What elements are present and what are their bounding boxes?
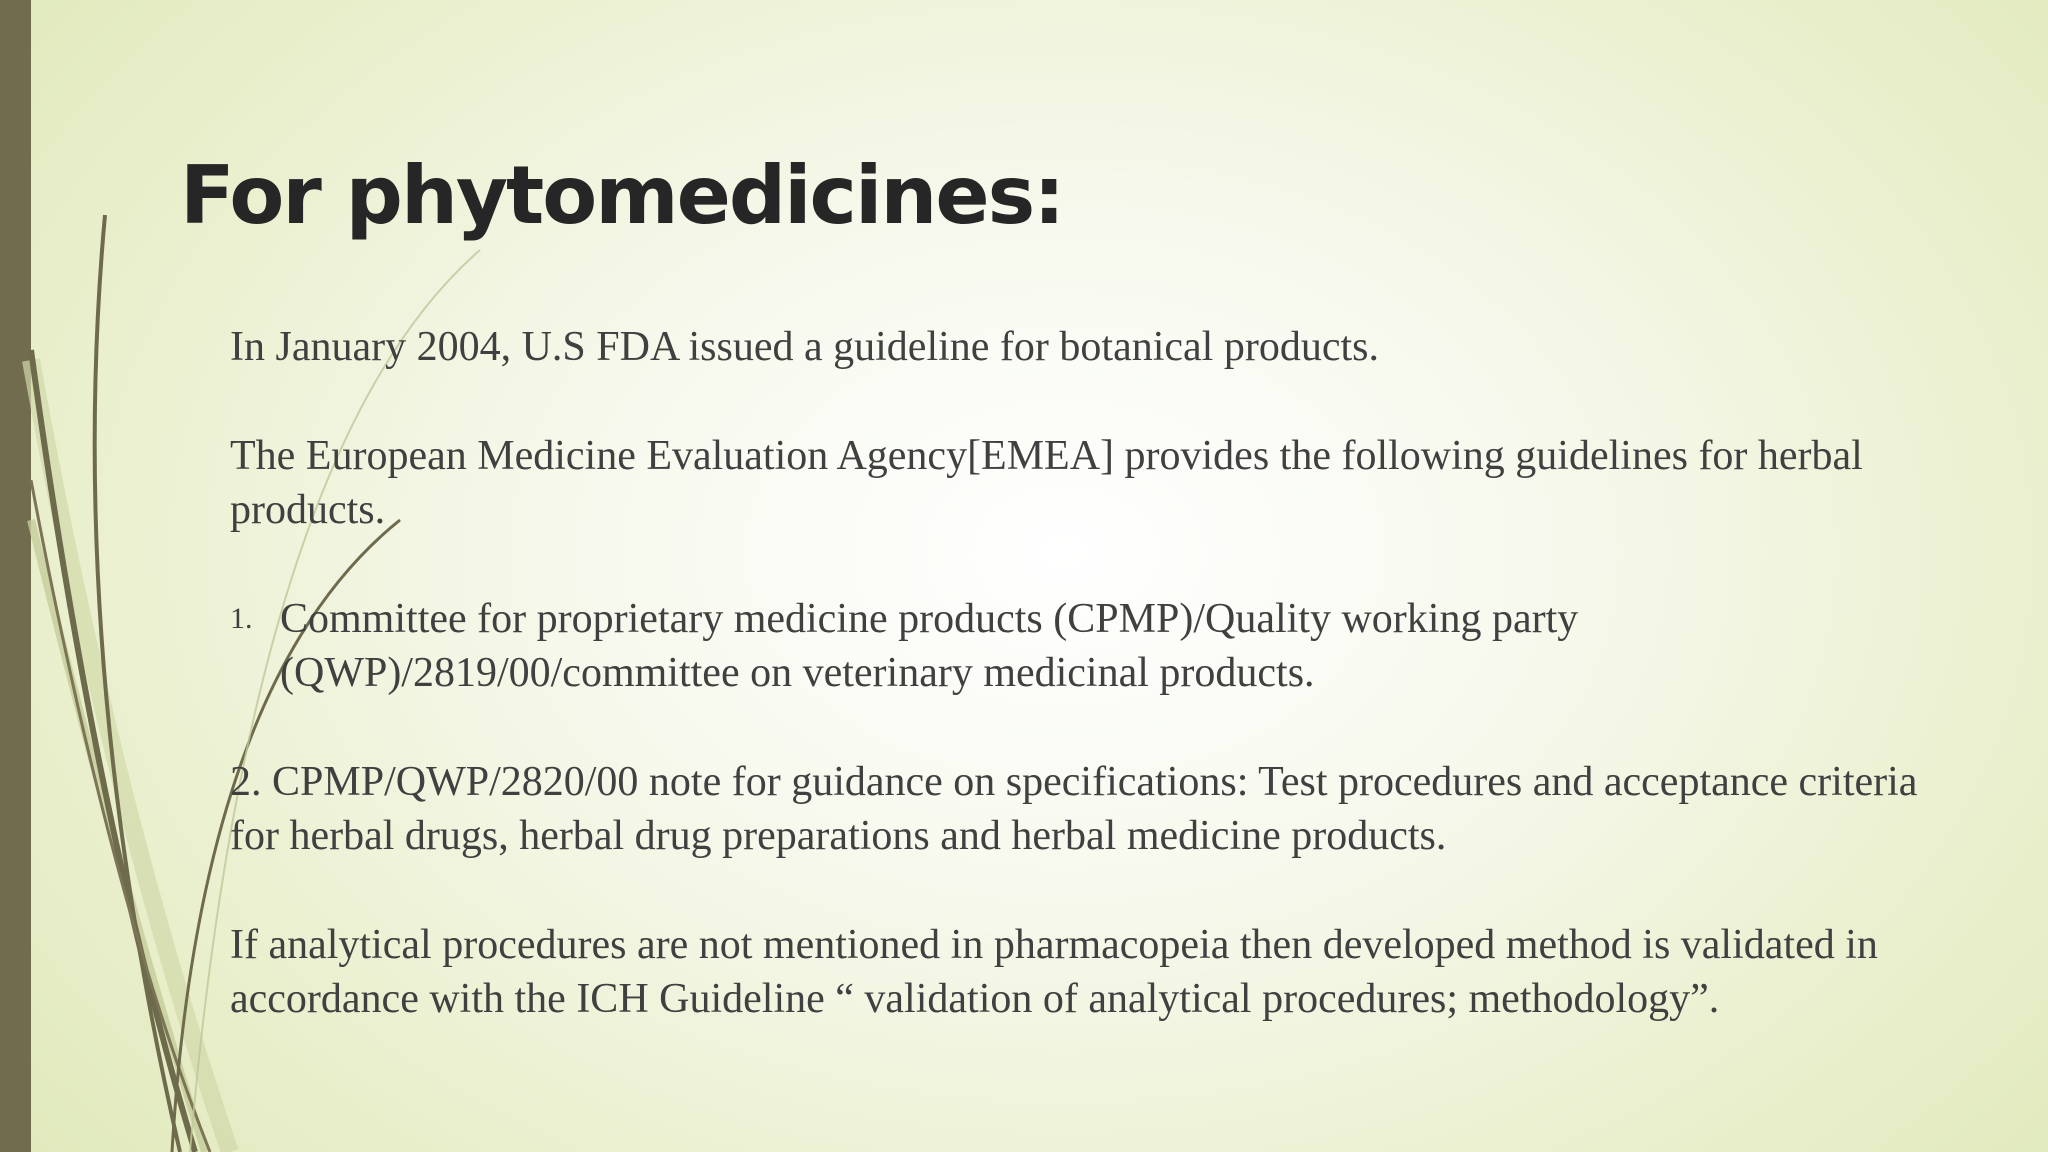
guideline-item-1 xyxy=(230,592,1930,700)
slide-body xyxy=(230,320,1930,1081)
slide-title: For phytomedicines: xyxy=(180,149,1064,242)
emea-guideline-paragraph: The European Medicine Evaluation Agency[EMEA] provides the following guidelines for herbal products. xyxy=(230,433,1863,533)
fda-guideline-paragraph: In January 2004, U.S FDA issued a guideline for botanical products. xyxy=(230,324,1379,370)
item-text: Committee for proprietary medicine products (CPMP)/Quality working party (QWP)/2819/00/committee on veterinary medicinal products. xyxy=(280,596,1579,696)
ich-validation-paragraph: If analytical procedures are not mentioned in pharmacopeia then developed method is validated in accordance with the ICH Guideline “ validation of analytical procedures; methodology”. xyxy=(230,922,1878,1022)
guideline-item-2: 2. CPMP/QWP/2820/00 note for guidance on specifications: Test procedures and acceptance criteria for herbal drugs, herbal drug preparations and herbal medicine products. xyxy=(230,759,1918,859)
item-number: 1. xyxy=(230,602,253,635)
